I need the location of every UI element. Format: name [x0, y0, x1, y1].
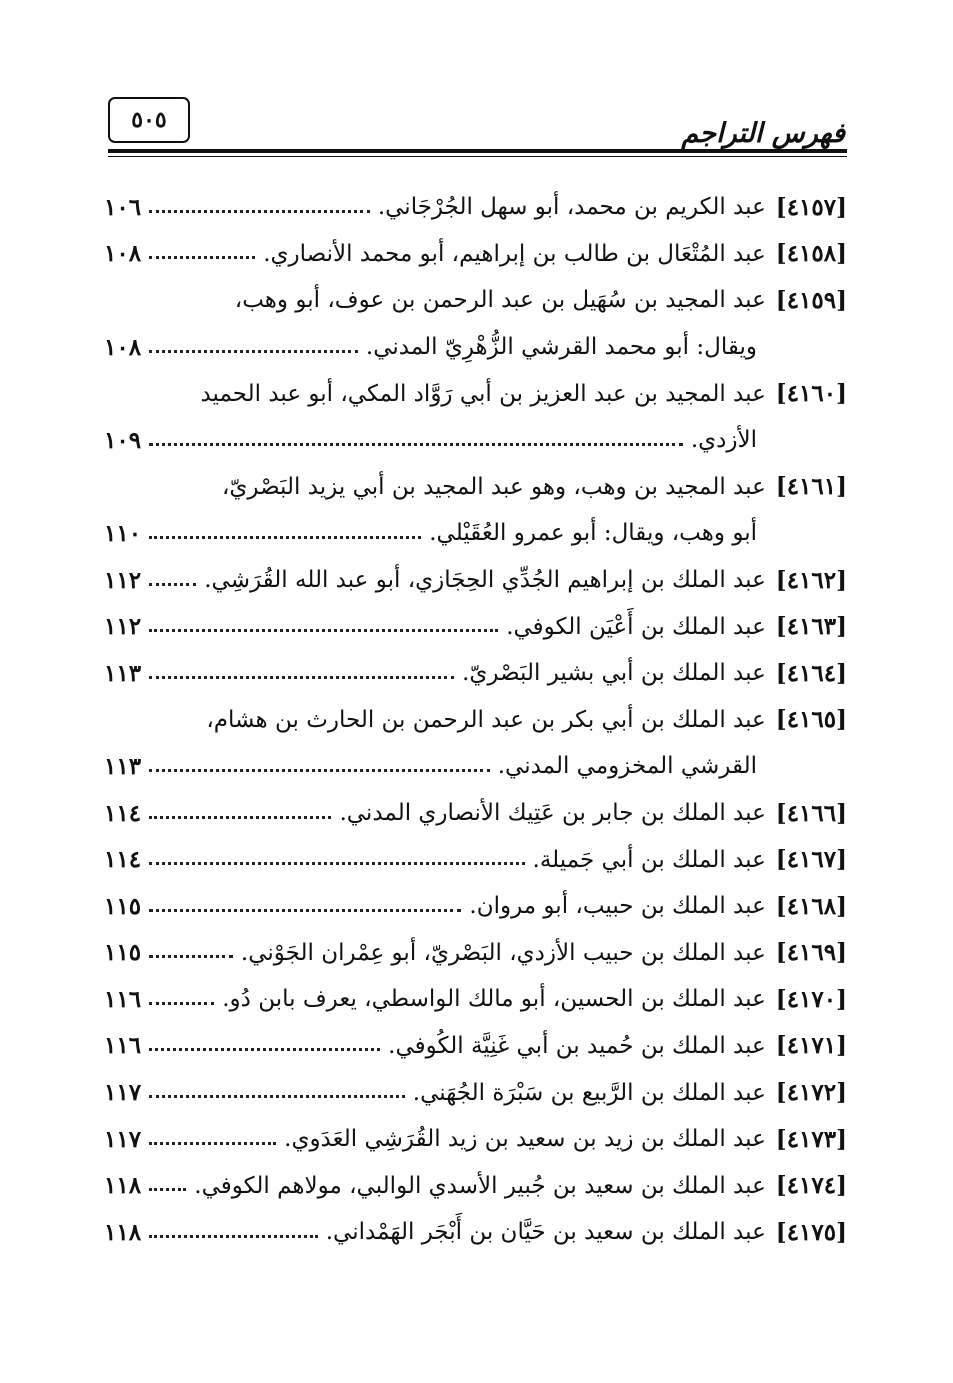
leader-dots — [149, 1235, 318, 1238]
entry-page-number: ١١٦ — [104, 1032, 142, 1060]
entry-number: [٤١٦٠] — [775, 380, 847, 408]
entry-page-number: ١٠٦ — [104, 193, 142, 221]
entry-number: [٤١٦٩] — [775, 939, 847, 967]
entry-page-number: ١١٨ — [104, 1172, 142, 1200]
entry-page-number: ١١٥ — [104, 892, 142, 920]
entry-text: الأزدي. — [690, 427, 757, 454]
leader-dots — [149, 862, 524, 865]
page-number-box — [108, 97, 190, 143]
entry-number: [٤١٦٥] — [775, 706, 847, 734]
entry-text: عبد الكريم بن محمد، أبو سهل الجُرْجَاني. — [377, 194, 766, 221]
leader-dots — [149, 816, 331, 819]
page-number: ٥٠٥ — [131, 107, 167, 133]
entry-page-number: ١٠٩ — [104, 426, 142, 454]
entry-page-number: ١١٨ — [104, 1218, 142, 1246]
entry-text: عبد الملك بن أبي جَميلة. — [532, 846, 766, 873]
index-entry-line — [104, 184, 847, 231]
entry-text: عبد الملك بن حبيب الأزدي، البَصْريّ، أبو عِمْران الجَوْني. — [240, 939, 766, 966]
entry-text: عبد الملك بن سعيد بن حَيَّان بن أَبْجَر الهَمْداني. — [325, 1219, 766, 1246]
index-entry-line — [104, 1162, 847, 1209]
entry-number: [٤١٦٦] — [775, 799, 847, 827]
entry-text: عبد الملك بن الرَّبيع بن سَبْرَة الجُهَني. — [412, 1079, 766, 1106]
index-entry-line — [104, 557, 847, 604]
index-entries — [104, 184, 847, 1256]
index-entry-line — [104, 417, 847, 464]
entry-number: [٤١٦٣] — [775, 613, 847, 641]
leader-dots — [149, 676, 454, 679]
index-entry-line — [104, 743, 847, 790]
entry-page-number: ١١٤ — [104, 799, 142, 827]
leader-dots — [149, 1095, 405, 1098]
index-entry-line — [104, 1209, 847, 1256]
entry-page-number: ١١٦ — [104, 985, 142, 1013]
entry-text: القرشي المخزومي المدني. — [497, 753, 757, 780]
entry-number: [٤١٦٨] — [775, 892, 847, 920]
index-entry-line — [104, 650, 847, 697]
index-entry-line — [104, 1116, 847, 1163]
entry-text: عبد الملك بن أبي بكر بن عبد الرحمن بن الحارث بن هشام، — [206, 706, 766, 733]
index-entry-line — [104, 603, 847, 650]
page-header-title: فهرس التراجم — [681, 118, 845, 149]
entry-text: عبد المجيد بن عبد العزيز بن أبي رَوَّاد المكي، أبو عبد الحميد — [200, 380, 766, 407]
leader-dots — [149, 1002, 214, 1005]
entry-number: [٤١٧٤] — [775, 1172, 847, 1200]
leader-dots — [149, 1188, 186, 1191]
leader-dots — [149, 955, 233, 958]
entry-page-number: ١٠٨ — [104, 333, 142, 361]
entry-text: أبو وهب، ويقال: أبو عمرو العُقَيْلي. — [429, 520, 757, 547]
index-entry-line — [104, 1023, 847, 1070]
index-entry-line — [104, 883, 847, 930]
entry-page-number: ١١٢ — [104, 566, 142, 594]
leader-dots — [149, 583, 196, 586]
entry-number: [٤١٥٩] — [775, 286, 847, 314]
entry-text: عبد الملك بن أبي بشير البَصْريّ. — [462, 660, 766, 687]
entry-number: [٤١٦١] — [775, 473, 847, 501]
leader-dots — [149, 1142, 276, 1145]
index-entry-line — [104, 324, 847, 371]
index-entry-line — [104, 510, 847, 557]
index-entry-line — [104, 1069, 847, 1116]
entry-page-number: ١١٧ — [104, 1125, 142, 1153]
leader-dots — [149, 769, 490, 772]
entry-number: [٤١٧٥] — [775, 1218, 847, 1246]
entry-text: عبد الملك بن سعيد بن جُبير الأسدي الوالبي، مولاهم الكوفي. — [194, 1172, 766, 1199]
entry-number: [٤١٥٧] — [775, 193, 847, 221]
entry-page-number: ١١٤ — [104, 846, 142, 874]
entry-number: [٤١٦٧] — [775, 846, 847, 874]
leader-dots — [149, 350, 358, 353]
entry-page-number: ١١٥ — [104, 939, 142, 967]
header-rule — [108, 149, 847, 153]
entry-text: عبد الملك بن حبيب، أبو مروان. — [469, 893, 766, 920]
entry-text: عبد المُتْعَال بن طالب بن إبراهيم، أبو محمد الأنصاري. — [263, 240, 766, 267]
index-entry-line — [104, 790, 847, 837]
entry-page-number: ١١٢ — [104, 613, 142, 641]
header-rule-thin — [108, 156, 847, 157]
index-entry-line — [104, 277, 847, 324]
leader-dots — [149, 536, 421, 539]
leader-dots — [149, 210, 370, 213]
index-entry-line — [104, 976, 847, 1023]
entry-page-number: ١١٠ — [104, 519, 142, 547]
entry-number: [٤١٦٢] — [775, 566, 847, 594]
leader-dots — [149, 1048, 380, 1051]
index-entry-line — [104, 697, 847, 744]
entry-number: [٤١٧٠] — [775, 985, 847, 1013]
entry-text: ويقال: أبو محمد القرشي الزُّهْرِيّ المدني. — [365, 334, 757, 361]
entry-text: عبد الملك بن زيد بن سعيد بن زيد القُرَشِي العَدَوي. — [284, 1126, 766, 1153]
entry-number: [٤١٧٣] — [775, 1125, 847, 1153]
index-entry-line — [104, 930, 847, 977]
leader-dots — [149, 909, 461, 912]
entry-text: عبد الملك بن أَعْيَن الكوفي. — [506, 613, 766, 640]
entry-number: [٤١٧٢] — [775, 1079, 847, 1107]
entry-page-number: ١١٣ — [104, 659, 142, 687]
entry-page-number: ١٠٨ — [104, 240, 142, 268]
index-entry-line — [104, 231, 847, 278]
entry-text: عبد الملك بن حُميد بن أبي غَنِيَّة الكُوفي. — [388, 1032, 766, 1059]
entry-text: عبد الملك بن إبراهيم الجُدِّي الحِجَازي، أبو عبد الله القُرَشِي. — [204, 567, 766, 594]
entry-number: [٤١٥٨] — [775, 240, 847, 268]
entry-page-number: ١١٣ — [104, 752, 142, 780]
leader-dots — [149, 629, 498, 632]
entry-number: [٤١٧١] — [775, 1032, 847, 1060]
entry-text: عبد المجيد بن وهب، وهو عبد المجيد بن أبي يزيد البَصْريّ، — [221, 473, 766, 500]
entry-text: عبد الملك بن الحسين، أبو مالك الواسطي، يعرف بابن دُو. — [222, 986, 766, 1013]
leader-dots — [149, 443, 683, 446]
entry-text: عبد المجيد بن سُهَيل بن عبد الرحمن بن عوف، أبو وهب، — [234, 287, 766, 314]
index-entry-line — [104, 464, 847, 511]
entry-number: [٤١٦٤] — [775, 659, 847, 687]
index-entry-line — [104, 836, 847, 883]
leader-dots — [149, 256, 255, 259]
entry-page-number: ١١٧ — [104, 1079, 142, 1107]
index-entry-line — [104, 370, 847, 417]
entry-text: عبد الملك بن جابر بن عَتِيك الأنصاري المدني. — [339, 800, 766, 827]
